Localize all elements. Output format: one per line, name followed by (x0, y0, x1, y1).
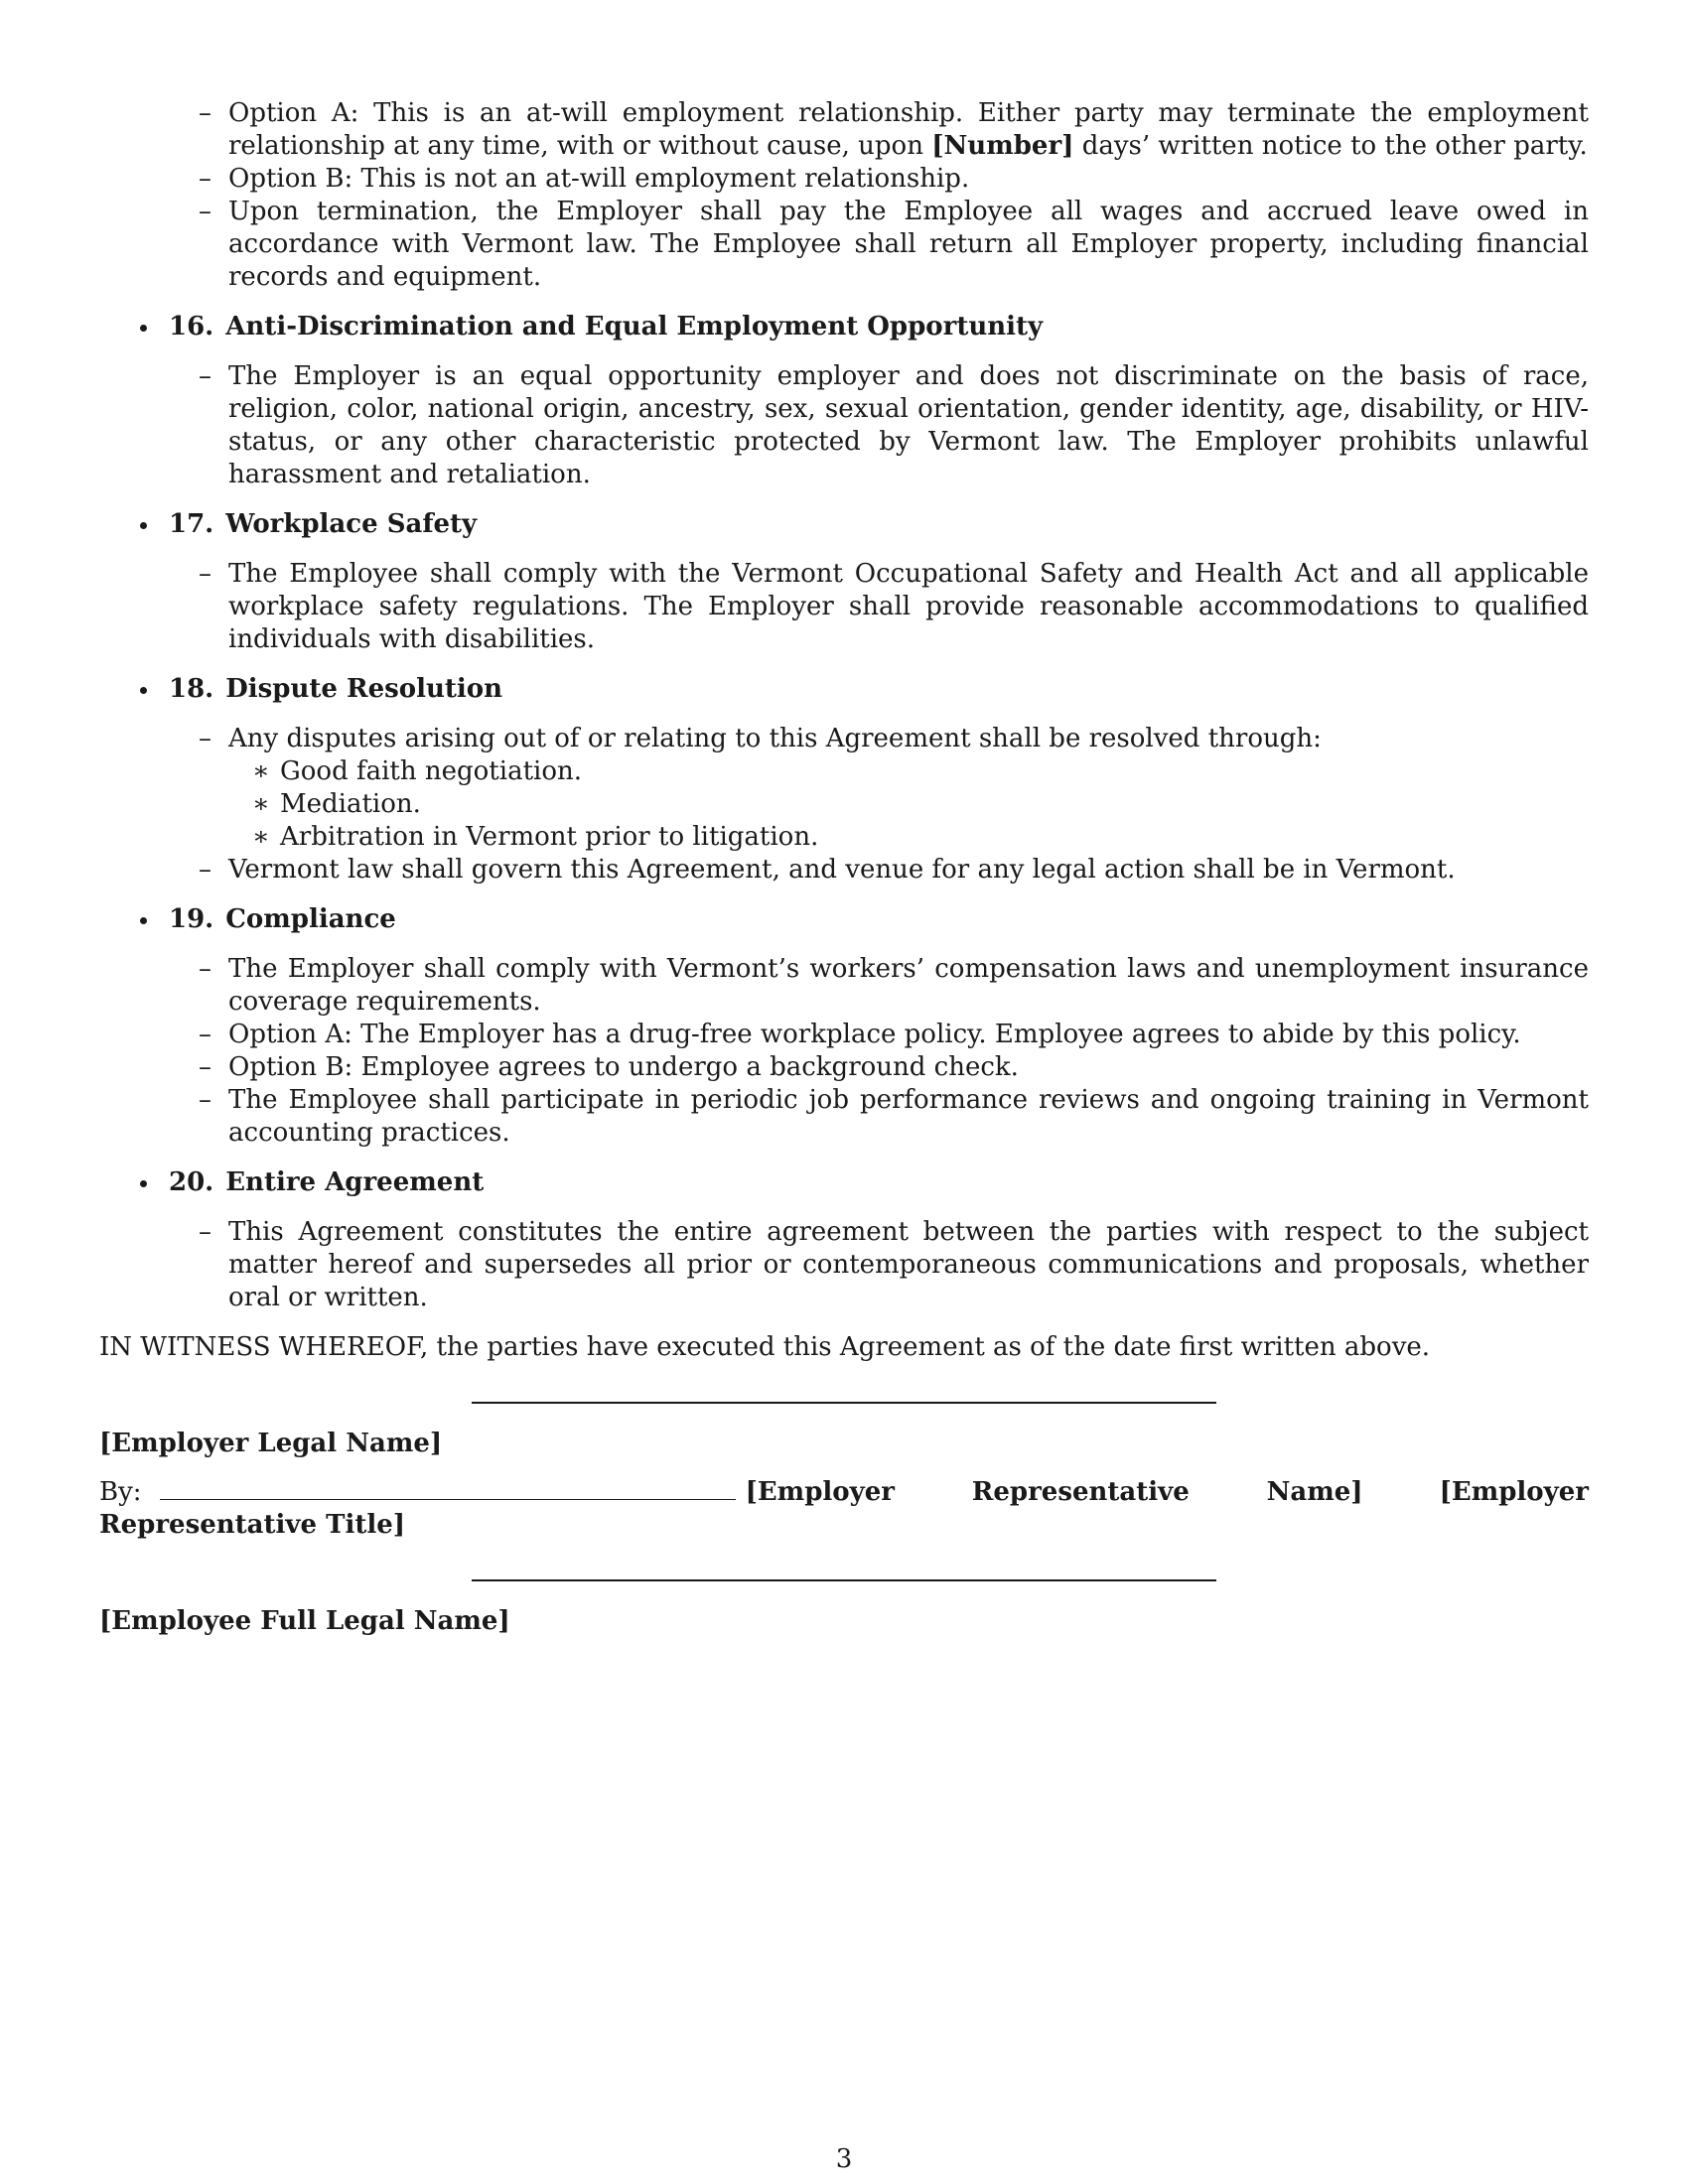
section-items (99, 953, 1589, 1150)
list-item: – Option A: The Employer has a drug-free workplace policy. Employee agrees to abide by this policy. (99, 1019, 1589, 1051)
item-text: days’ written notice to the other party. (1073, 131, 1588, 161)
section-18 (99, 673, 1589, 887)
employee-signature-line[interactable] (472, 1579, 1216, 1581)
by-label: By: (99, 1477, 142, 1507)
section-number: 16. (169, 312, 214, 341)
section-number: 19. (169, 904, 214, 934)
employer-legal-name: [Employer Legal Name] (99, 1429, 443, 1458)
document-page (99, 97, 1589, 1638)
list-item (99, 97, 1589, 163)
section-heading (99, 508, 1589, 541)
section-title: Dispute Resolution (225, 674, 503, 704)
list-item: – Upon termination, the Employer shall pay the Employee all wages and accrued leave owed in accordance with Vermont law. The Employee shall return all Employer property, including financial records and equipment. (99, 196, 1589, 294)
section-title: Workplace Safety (225, 509, 478, 539)
section-number: 18. (169, 674, 214, 704)
section-title: Entire Agreement (225, 1167, 485, 1197)
employer-representative-name: [Employer Representative Name] (745, 1477, 1363, 1507)
sub-list-item: ∗ Good faith negotiation. (228, 755, 1589, 788)
section-number: 20. (169, 1167, 214, 1197)
list-item: – Option B: Employee agrees to undergo a background check. (99, 1051, 1589, 1084)
list-item: – The Employee shall comply with the Vermont Occupational Safety and Health Act and all applicable workplace safety regulations. The Employer shall provide reasonable accommodations to qualified individuals with disabilities. (99, 558, 1589, 656)
section-title: Compliance (225, 904, 396, 934)
employee-full-legal-name: [Employee Full Legal Name] (99, 1606, 510, 1636)
sub-list-item: ∗ Arbitration in Vermont prior to litigation. (228, 821, 1589, 854)
section-heading (99, 311, 1589, 343)
section-title: Anti-Discrimination and Equal Employment Opportunity (225, 312, 1044, 341)
section-heading (99, 1166, 1589, 1199)
termination-list (99, 97, 1589, 294)
by-row (99, 1476, 1589, 1542)
witness-clause: IN WITNESS WHEREOF, the parties have executed this Agreement as of the date first written above. (99, 1332, 1431, 1362)
list-item: – This Agreement constitutes the entire agreement between the parties with respect to the subject matter hereof and supersedes all prior or contemporaneous communications and proposals, whether oral or written. (99, 1216, 1589, 1314)
employer-signature-line[interactable] (472, 1402, 1216, 1404)
list-item: – The Employer shall comply with Vermont’s workers’ compensation laws and unemployment insurance coverage requirements. (99, 953, 1589, 1019)
sub-list (228, 755, 1589, 854)
section-17 (99, 508, 1589, 656)
list-item: – Vermont law shall govern this Agreement, and venue for any legal action shall be in Vermont. (99, 854, 1589, 887)
section-number: 17. (169, 509, 214, 539)
list-item: – The Employee shall participate in periodic job performance reviews and ongoing training in Vermont accounting practices. (99, 1084, 1589, 1150)
item-text: Option A: This is an at-will employment relationship. Either party may terminate the employment relationship at any time, with or without cause, upon (228, 98, 1589, 161)
by-signature-blank[interactable] (160, 1477, 736, 1500)
section-items (99, 558, 1589, 656)
item-text: Any disputes arising out of or relating to this Agreement shall be resolved through: (228, 724, 1322, 753)
page-number: 3 (835, 2144, 853, 2174)
section-19 (99, 903, 1589, 1150)
section-items (99, 360, 1589, 491)
section-heading (99, 903, 1589, 936)
sub-list-item: ∗ Mediation. (228, 788, 1589, 821)
section-16 (99, 311, 1589, 491)
placeholder-number: [Number] (931, 131, 1074, 161)
section-items (99, 1216, 1589, 1314)
list-item (99, 723, 1589, 854)
employer-representative-title: [Employer Representative Title] (99, 1477, 1589, 1540)
section-heading (99, 673, 1589, 706)
list-item: – The Employer is an equal opportunity employer and does not discriminate on the basis of race, religion, color, national origin, ancestry, sex, sexual orientation, gender identity, age, disability, or HIV-status, or any other characteristic protected by Vermont law. The Employer prohibits unlawful harassment and retaliation. (99, 360, 1589, 491)
section-items (99, 723, 1589, 887)
list-item: – Option B: This is not an at-will employment relationship. (99, 163, 1589, 196)
section-20 (99, 1166, 1589, 1314)
